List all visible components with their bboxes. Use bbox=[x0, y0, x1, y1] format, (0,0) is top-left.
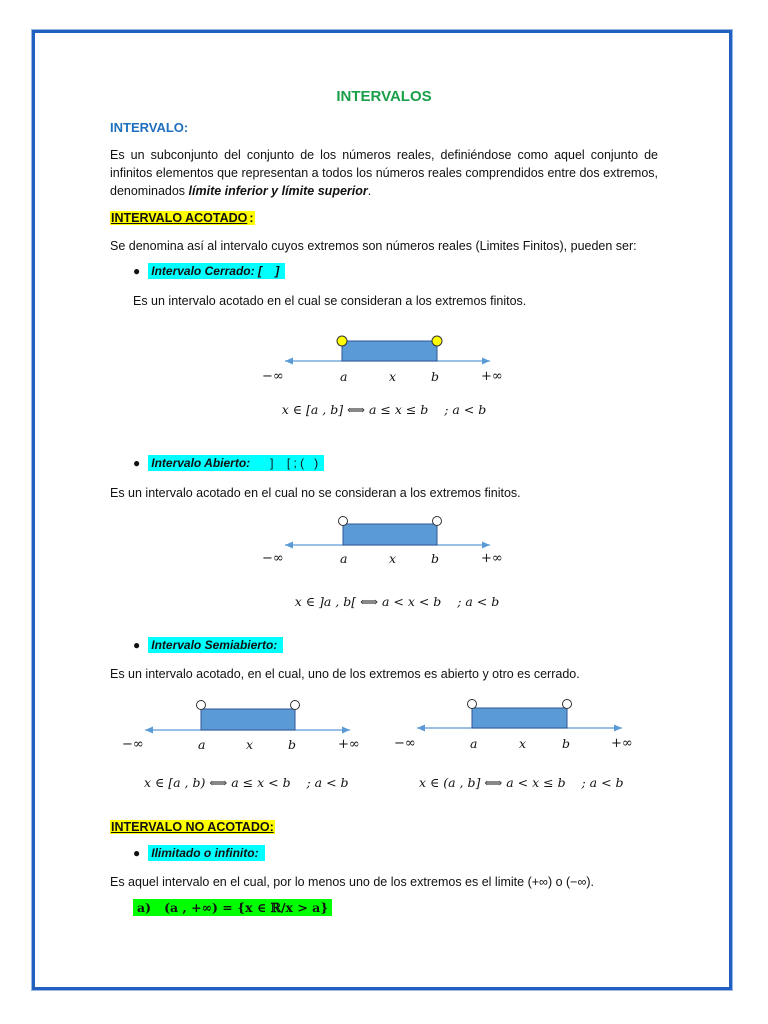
cerrado-label-a: a bbox=[340, 369, 348, 384]
abierto-description: Es un intervalo acotado en el cual no se consideran a los extremos finitos. bbox=[110, 486, 521, 500]
abierto-interval-box bbox=[343, 524, 437, 545]
abierto-neg-inf: −∞ bbox=[262, 551, 284, 566]
heading-no-acotado bbox=[110, 818, 275, 836]
heading-intervalo: INTERVALO: bbox=[110, 120, 189, 135]
axis-right-arrow-icon bbox=[482, 358, 490, 365]
cerrado-label-text: Intervalo Cerrado: [ bbox=[151, 264, 262, 278]
semi-right-interval-box bbox=[472, 708, 567, 728]
no-acotado-text: Es aquel intervalo en el cual, por lo menos uno de los extremos es el limite (+∞) o (−∞). bbox=[110, 875, 595, 889]
semi-left-label-a: a bbox=[198, 737, 206, 752]
semi-right-label-a: a bbox=[470, 736, 478, 751]
abierto-pos-inf: +∞ bbox=[481, 551, 503, 566]
abierto-label-text: Intervalo Abierto: bbox=[151, 456, 251, 470]
abierto-label-a: a bbox=[340, 551, 348, 566]
abierto-diagram bbox=[250, 512, 520, 572]
cerrado-label-x: x bbox=[389, 369, 397, 384]
axis-right-arrow-icon bbox=[482, 542, 490, 549]
heading-acotado-colon: : bbox=[249, 211, 254, 225]
cerrado-label-tail: ] bbox=[275, 264, 280, 278]
semi-right-label-b: b bbox=[562, 736, 571, 751]
ilimitado-label: Ilimitado o infinito: bbox=[148, 845, 264, 861]
item-a-formula: a) (a , +∞) = {x ∈ ℝ/x > a} bbox=[133, 899, 332, 916]
item-a bbox=[133, 899, 332, 917]
axis-left-arrow-icon bbox=[145, 727, 153, 734]
axis-left-arrow-icon bbox=[285, 358, 293, 365]
open-endpoint-b bbox=[291, 701, 300, 710]
cerrado-formula: x ∈ [a , b] ⟺ a ≤ x ≤ b ; a < b bbox=[281, 402, 487, 417]
closed-endpoint-a bbox=[337, 336, 347, 346]
heading-acotado-label: INTERVALO ACOTADO bbox=[111, 211, 248, 225]
abierto-label-x: x bbox=[389, 551, 397, 566]
definition-end: . bbox=[367, 184, 372, 198]
bullet-dot-icon: ● bbox=[133, 846, 141, 860]
bullet-semiabierto bbox=[133, 638, 283, 652]
semi-right-neg-inf: −∞ bbox=[394, 736, 416, 751]
open-endpoint-a bbox=[197, 701, 206, 710]
semi-left-pos-inf: +∞ bbox=[338, 737, 360, 752]
definition-emphasis: límite inferior y límite superior bbox=[188, 184, 368, 198]
semi-left-neg-inf: −∞ bbox=[122, 737, 144, 752]
axis-left-arrow-icon bbox=[285, 542, 293, 549]
open-endpoint-b bbox=[433, 517, 442, 526]
bullet-cerrado bbox=[133, 264, 285, 278]
semiabierto-description: Es un intervalo acotado, en el cual, uno de los extremos es abierto y otro es cerrado. bbox=[110, 667, 580, 681]
bullet-dot-icon: ● bbox=[133, 456, 141, 470]
axis-right-arrow-icon bbox=[342, 727, 350, 734]
abierto-formula: x ∈ ]a , b[ ⟺ a < x < b ; a < b bbox=[294, 594, 500, 609]
cerrado-diagram bbox=[250, 330, 520, 390]
cerrado-label bbox=[148, 263, 285, 279]
cerrado-pos-inf: +∞ bbox=[481, 369, 503, 384]
cerrado-neg-inf: −∞ bbox=[262, 369, 284, 384]
open-endpoint-a bbox=[468, 700, 477, 709]
semi-right-pos-inf: +∞ bbox=[611, 736, 633, 751]
heading-no-acotado-label: INTERVALO NO ACOTADO: bbox=[111, 820, 274, 834]
bullet-ilimitado bbox=[133, 846, 265, 860]
abierto-label bbox=[148, 455, 324, 471]
semi-left-label-b: b bbox=[288, 737, 297, 752]
abierto-label-tail: ] [ ; ( ) bbox=[270, 456, 319, 470]
semi-left-label-x: x bbox=[246, 737, 254, 752]
bullet-dot-icon: ● bbox=[133, 264, 141, 278]
heading-acotado bbox=[110, 209, 255, 227]
cerrado-interval-box bbox=[342, 341, 437, 361]
acotado-intro: Se denomina así al intervalo cuyos extremos son números reales (Limites Finitos), pueden ser: bbox=[110, 239, 637, 253]
definition-text: Es un subconjunto del conjunto de los números reales, definiéndose como aquel conjunto de infinitos elementos que representan a todos los números reales comprendidos entre dos extremos, denominados bbox=[110, 148, 658, 198]
semi-right-label-x: x bbox=[519, 736, 527, 751]
page-title: INTERVALOS bbox=[336, 88, 432, 105]
abierto-label-b: b bbox=[431, 551, 440, 566]
cerrado-description: Es un intervalo acotado en el cual se consideran a los extremos finitos. bbox=[133, 294, 527, 308]
semiabierto-formula-left: x ∈ [a , b) ⟺ a ≤ x < b ; a < b bbox=[144, 775, 349, 790]
axis-right-arrow-icon bbox=[614, 725, 622, 732]
semiabierto-label: Intervalo Semiabierto: bbox=[148, 637, 283, 653]
axis-left-arrow-icon bbox=[417, 725, 425, 732]
cerrado-label-b: b bbox=[431, 369, 440, 384]
open-endpoint-b bbox=[563, 700, 572, 709]
open-endpoint-a bbox=[339, 517, 348, 526]
bullet-dot-icon: ● bbox=[133, 638, 141, 652]
definition-paragraph bbox=[110, 146, 658, 200]
semiabierto-formula-right: x ∈ (a , b] ⟺ a < x ≤ b ; a < b bbox=[419, 775, 624, 790]
semi-left-interval-box bbox=[201, 709, 295, 730]
bullet-abierto bbox=[133, 456, 324, 470]
closed-endpoint-b bbox=[432, 336, 442, 346]
